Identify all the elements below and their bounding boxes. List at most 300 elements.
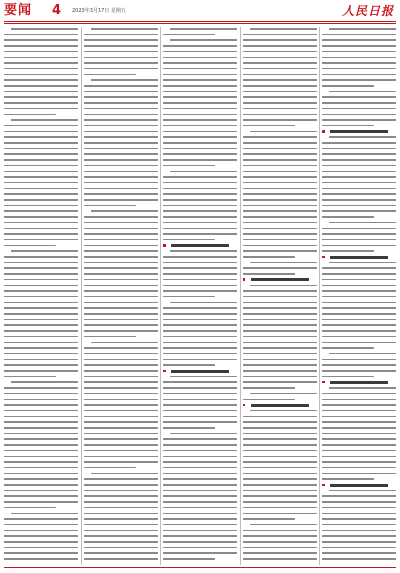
text-line [322, 210, 396, 212]
article-body [4, 27, 396, 565]
text-line [329, 387, 396, 389]
text-line [322, 324, 396, 326]
text-line [243, 39, 317, 41]
text-line [4, 324, 78, 326]
text-line [322, 45, 396, 47]
text-line [243, 456, 317, 458]
text-line [250, 262, 317, 264]
text-line [322, 342, 396, 344]
text-line [91, 28, 158, 30]
subhead-marker [243, 404, 246, 407]
text-line [84, 279, 158, 281]
text-line [243, 450, 317, 452]
text-line [163, 233, 237, 235]
text-line [84, 256, 158, 258]
text-line [163, 461, 237, 463]
text-line [243, 182, 317, 184]
text-line [163, 438, 237, 440]
text-line [163, 393, 237, 395]
text-line [322, 307, 396, 309]
text-line [84, 62, 158, 64]
text-line [243, 376, 317, 378]
text-line [4, 336, 78, 338]
text-line [243, 319, 317, 321]
text-line [322, 102, 396, 104]
text-line [84, 125, 158, 127]
text-line [163, 165, 215, 167]
text-line [4, 176, 78, 178]
subhead-marker [322, 381, 325, 384]
text-line [243, 79, 317, 81]
newspaper-logo: 人民日报 [341, 4, 394, 18]
text-line [163, 267, 237, 269]
text-line [163, 153, 237, 155]
text-line [84, 387, 158, 389]
text-line [84, 324, 158, 326]
text-line [4, 307, 78, 309]
text-line [322, 153, 396, 155]
text-line [322, 456, 396, 458]
text-line [84, 450, 158, 452]
text-line [322, 108, 396, 110]
column-divider [160, 27, 161, 565]
page-masthead [4, 3, 396, 21]
text-line [250, 285, 317, 287]
subhead-line [330, 130, 388, 133]
text-line [329, 91, 396, 93]
subhead-line [171, 370, 229, 373]
text-line [163, 193, 237, 195]
text-line [4, 319, 78, 321]
text-line [4, 228, 78, 230]
text-line [4, 456, 78, 458]
text-line [84, 495, 158, 497]
text-line [4, 142, 78, 144]
text-line [163, 456, 237, 458]
text-line [163, 530, 237, 532]
text-line [163, 91, 237, 93]
text-line [4, 302, 78, 304]
text-line [84, 416, 158, 418]
text-line [163, 319, 237, 321]
text-line [163, 342, 237, 344]
section-title: 要闻 [4, 3, 33, 18]
text-line [4, 188, 78, 190]
text-line [4, 74, 78, 76]
text-line [243, 421, 317, 423]
text-line [4, 410, 78, 412]
text-line [4, 444, 78, 446]
text-line [4, 484, 78, 486]
text-line [163, 552, 237, 554]
text-line [4, 541, 78, 543]
text-line [84, 547, 158, 549]
text-line [84, 467, 136, 469]
text-line [4, 393, 78, 395]
text-line [11, 381, 78, 383]
text-line [163, 68, 237, 70]
text-line [163, 381, 237, 383]
text-line [243, 136, 317, 138]
text-line [84, 290, 158, 292]
text-line [4, 313, 78, 315]
text-line [243, 313, 317, 315]
text-line [163, 34, 215, 36]
text-line [322, 74, 396, 76]
text-line [322, 250, 374, 252]
subhead-line [330, 484, 388, 487]
text-line [322, 376, 374, 378]
text-line [243, 501, 317, 503]
text-line [163, 45, 237, 47]
text-line [163, 290, 237, 292]
text-line [322, 228, 396, 230]
text-line [163, 399, 237, 401]
text-line [84, 34, 158, 36]
text-line [243, 530, 317, 532]
text-line [4, 518, 78, 520]
text-line [4, 296, 78, 298]
text-line [243, 153, 317, 155]
text-line [84, 216, 158, 218]
text-line [322, 125, 374, 127]
text-line [84, 165, 158, 167]
text-line [243, 438, 317, 440]
column-divider [319, 27, 320, 565]
text-line [4, 490, 78, 492]
text-line [84, 410, 158, 412]
text-line [163, 416, 237, 418]
footer-rule [4, 567, 396, 568]
text-line [322, 279, 396, 281]
text-line [322, 205, 396, 207]
text-line [322, 165, 396, 167]
text-line [84, 347, 158, 349]
text-line [84, 461, 158, 463]
text-line [163, 427, 215, 429]
text-line [163, 228, 237, 230]
text-line [329, 222, 396, 224]
text-line [163, 501, 237, 503]
text-line [4, 461, 78, 463]
text-line [322, 393, 396, 395]
text-line [163, 79, 237, 81]
text-line [163, 125, 237, 127]
subhead-line [330, 381, 388, 384]
text-line [322, 359, 396, 361]
text-line [84, 199, 158, 201]
text-line [163, 159, 237, 161]
text-line [243, 267, 317, 269]
text-line [170, 376, 237, 378]
text-line [4, 376, 56, 378]
issue-date: 2023年3月17日 星期五 [72, 8, 126, 14]
text-line [243, 34, 317, 36]
text-line [84, 239, 158, 241]
text-line [84, 364, 158, 366]
text-line [4, 102, 78, 104]
text-line [243, 433, 317, 435]
text-line [84, 148, 158, 150]
text-line [84, 39, 158, 41]
text-line [84, 68, 158, 70]
text-line [91, 79, 158, 81]
text-line [243, 45, 317, 47]
text-line [163, 256, 237, 258]
text-line [322, 478, 374, 480]
text-line [322, 495, 396, 497]
text-line [84, 171, 158, 173]
text-line [4, 153, 78, 155]
text-line [163, 444, 237, 446]
text-column-1 [4, 27, 78, 565]
text-line [84, 193, 158, 195]
text-line [4, 427, 78, 429]
text-line [243, 342, 317, 344]
text-line [91, 210, 158, 212]
text-line [243, 290, 317, 292]
text-line [322, 461, 396, 463]
text-line [4, 210, 78, 212]
text-line [84, 228, 158, 230]
text-column-4 [243, 27, 317, 565]
text-line [163, 558, 215, 560]
text-line [84, 376, 158, 378]
text-line [322, 285, 396, 287]
text-line [322, 171, 396, 173]
text-line [84, 513, 158, 515]
text-line [163, 262, 237, 264]
text-line [4, 370, 78, 372]
subhead-marker [322, 130, 325, 133]
text-line [84, 159, 158, 161]
text-line [243, 250, 317, 252]
text-line [170, 171, 237, 173]
text-line [329, 136, 396, 138]
text-line [84, 102, 158, 104]
text-line [250, 524, 317, 526]
text-line [243, 296, 317, 298]
text-line [163, 387, 237, 389]
text-line [243, 370, 317, 372]
text-line [84, 176, 158, 178]
text-line [4, 239, 78, 241]
text-line [163, 51, 237, 53]
text-line [322, 507, 396, 509]
text-line [4, 245, 56, 247]
text-line [243, 62, 317, 64]
text-line [84, 433, 158, 435]
text-line [163, 279, 237, 281]
text-line [4, 125, 78, 127]
text-line [84, 182, 158, 184]
text-line [322, 176, 396, 178]
text-line [243, 307, 317, 309]
text-line [243, 148, 317, 150]
text-line [84, 296, 158, 298]
text-line [243, 461, 317, 463]
text-line [243, 96, 317, 98]
subhead-line [330, 256, 388, 259]
text-line [322, 558, 396, 560]
text-line [322, 518, 396, 520]
text-line [322, 450, 396, 452]
text-line [163, 467, 237, 469]
text-line [322, 245, 396, 247]
text-line [84, 57, 158, 59]
text-line [84, 438, 158, 440]
text-line [4, 285, 78, 287]
text-line [4, 136, 78, 138]
text-line [84, 267, 158, 269]
text-line [84, 478, 158, 480]
text-line [4, 353, 78, 355]
text-line [163, 222, 237, 224]
text-line [4, 473, 78, 475]
text-line [4, 193, 78, 195]
text-line [4, 222, 78, 224]
text-line [243, 188, 317, 190]
text-line [4, 467, 78, 469]
text-line [84, 518, 158, 520]
text-line [84, 552, 158, 554]
text-line [243, 51, 317, 53]
text-line [4, 507, 56, 509]
text-line [84, 108, 158, 110]
text-line [84, 131, 158, 133]
text-line [84, 302, 158, 304]
text-line [4, 535, 78, 537]
text-line [322, 444, 396, 446]
text-line [322, 79, 396, 81]
text-line [322, 404, 396, 406]
text-line [163, 176, 237, 178]
text-line [84, 359, 158, 361]
text-line [4, 108, 78, 110]
text-line [84, 85, 158, 87]
text-line [163, 307, 237, 309]
text-line [84, 421, 158, 423]
text-line [322, 336, 396, 338]
text-line [250, 131, 317, 133]
text-line [4, 165, 78, 167]
text-line [84, 541, 158, 543]
text-line [243, 199, 317, 201]
text-line [243, 359, 317, 361]
text-line [4, 387, 78, 389]
text-line [243, 535, 317, 537]
text-line [243, 256, 295, 258]
text-line [243, 387, 295, 389]
text-line [163, 524, 237, 526]
text-line [322, 313, 396, 315]
text-line [243, 68, 317, 70]
text-line [243, 222, 317, 224]
text-line [243, 518, 295, 520]
column-divider [240, 27, 241, 565]
text-line [163, 114, 237, 116]
text-line [84, 245, 158, 247]
text-line [84, 114, 158, 116]
text-line [243, 233, 317, 235]
text-line [84, 444, 158, 446]
text-line [322, 290, 396, 292]
text-line [322, 199, 396, 201]
text-line [322, 427, 396, 429]
text-line [250, 28, 317, 30]
text-line [322, 513, 396, 515]
text-line [84, 456, 158, 458]
text-line [163, 450, 237, 452]
subhead-line [251, 404, 309, 407]
text-line [4, 79, 78, 81]
text-line [4, 421, 78, 423]
text-line [170, 28, 237, 30]
text-line [243, 171, 317, 173]
text-line [243, 558, 317, 560]
text-line [163, 142, 237, 144]
text-line [163, 353, 237, 355]
text-line [163, 199, 237, 201]
text-line [163, 96, 237, 98]
text-line [84, 427, 158, 429]
text-line [163, 313, 237, 315]
text-line [243, 547, 317, 549]
text-line [329, 490, 396, 492]
text-line [4, 330, 78, 332]
text-line [4, 131, 78, 133]
text-line [4, 450, 78, 452]
text-line [4, 45, 78, 47]
text-line [163, 285, 237, 287]
text-line [329, 353, 396, 355]
text-line [322, 530, 396, 532]
text-line [243, 330, 317, 332]
text-line [91, 342, 158, 344]
text-line [84, 96, 158, 98]
subhead-marker [322, 484, 325, 487]
text-line [243, 324, 317, 326]
text-line [243, 478, 317, 480]
text-line [322, 239, 396, 241]
text-line [4, 558, 78, 560]
text-line [250, 410, 317, 412]
text-line [4, 290, 78, 292]
text-line [322, 148, 396, 150]
text-line [322, 416, 396, 418]
text-line [322, 296, 396, 298]
text-line [243, 142, 317, 144]
text-line [322, 370, 396, 372]
text-line [163, 85, 237, 87]
text-line [4, 216, 78, 218]
text-line [4, 62, 78, 64]
text-line [163, 421, 237, 423]
text-line [84, 507, 158, 509]
text-line [322, 410, 396, 412]
text-line [329, 28, 396, 30]
text-line [163, 119, 237, 121]
text-line [163, 324, 237, 326]
text-line [163, 102, 237, 104]
text-line [329, 262, 396, 264]
text-line [322, 399, 396, 401]
text-line [322, 114, 396, 116]
text-line [322, 467, 396, 469]
text-line [84, 285, 158, 287]
text-line [170, 39, 237, 41]
text-line [4, 68, 78, 70]
